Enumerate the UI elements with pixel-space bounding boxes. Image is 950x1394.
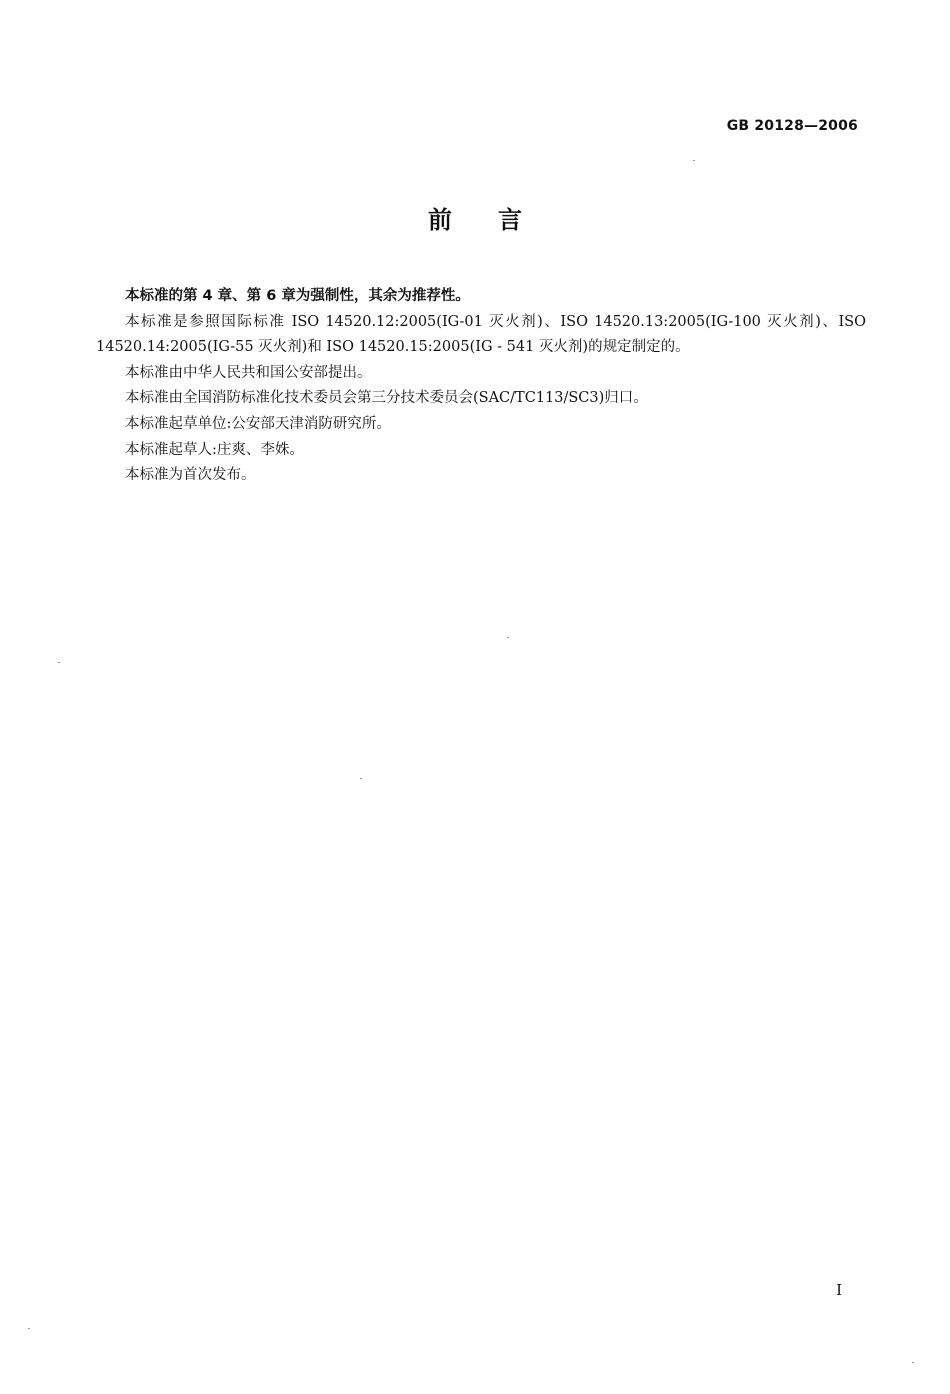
standard-code: GB 20128—2006	[726, 118, 858, 134]
paragraph-reference-standards: 本标准是参照国际标准 ISO 14520.12:2005(IG-01 灭火剂)、ISO 14520.13:2005(IG-100 灭火剂)、ISO 14520.14:2005(IG-55 灭火剂)和 ISO 14520.15:2005(IG - 541 灭火剂)的规定制定的。	[96, 313, 866, 356]
scan-speck	[507, 637, 509, 638]
scan-speck	[360, 778, 362, 779]
scan-speck	[28, 1328, 30, 1329]
paragraph-first-release: 本标准为首次发布。	[125, 467, 256, 484]
paragraph-drafting-unit: 本标准起草单位:公安部天津消防研究所。	[125, 415, 391, 432]
paragraph-mandatory-clauses: 本标准的第 4 章、第 6 章为强制性，其余为推荐性。	[125, 288, 470, 304]
paragraph-drafters: 本标准起草人:庄爽、李姝。	[125, 441, 304, 458]
page-number: I	[836, 1281, 842, 1299]
paragraph-committee: 本标准由全国消防标准化技术委员会第三分技术委员会(SAC/TC113/SC3)归口。	[125, 390, 648, 407]
scan-speck	[693, 160, 695, 161]
scan-speck	[912, 1362, 914, 1363]
foreword-body	[96, 284, 866, 489]
scan-speck	[58, 662, 60, 663]
page-title: 前言	[428, 206, 568, 234]
paragraph-proposer: 本标准由中华人民共和国公安部提出。	[125, 364, 372, 381]
